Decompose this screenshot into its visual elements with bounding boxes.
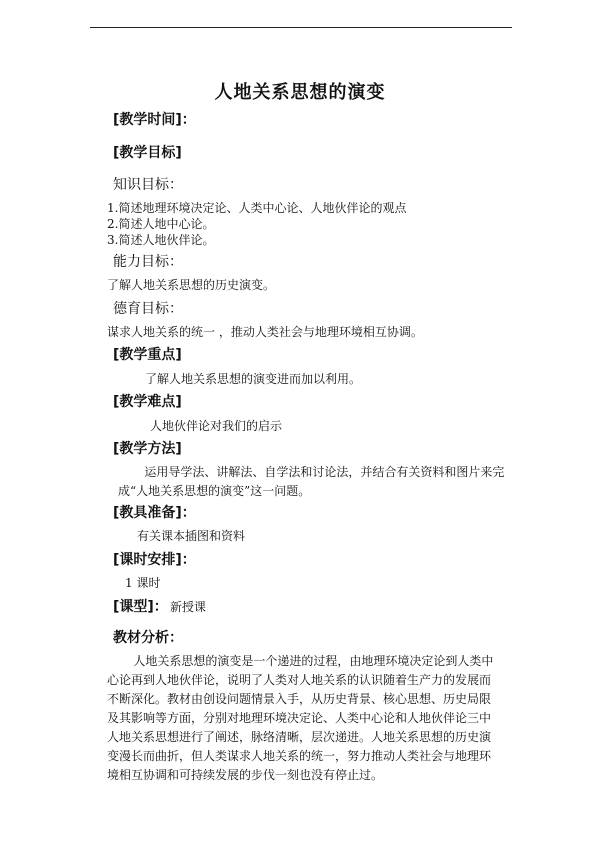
teaching-goals-heading: [教学目标]: [113, 145, 182, 161]
moral-goal-label: 德育目标：: [113, 301, 183, 317]
knowledge-item-1: 1.简述地理环境决定论、人类中心论、人地伙伴论的观点: [107, 201, 407, 215]
header-rule: [90, 27, 512, 28]
analysis-heading: 教材分析：: [113, 630, 183, 646]
difficulty-text: 人地伙伴论对我们的启示: [150, 419, 283, 433]
method-heading: [教学方法]: [113, 441, 182, 457]
materials-heading: [教具准备]：: [113, 505, 196, 521]
materials-text: 有关课本插图和资料: [137, 529, 246, 543]
teaching-time-heading: [教学时间]：: [113, 112, 196, 128]
moral-goal-text: 谋求人地关系的统一 ，推动人类社会与地理环境相互协调。: [107, 325, 423, 339]
analysis-text: 人地关系思想的演变是一个递进的过程，由地理环境决定论到人类中心论再到人地伙伴论，说明了人类对人地关系的认识随着生产力的发展而不断深化。教材由创设问题情景入手，从历史背景、核心思想、历史局限及其影响等方面，分别对地理环境决定论、人类中心论和人地伙伴论三中人地关系思想进行了阐述，脉络清晰，层次递进。人地关系思想的历史演变漫长而曲折，但人类谋求人地关系的统一，努力推动人类社会与地理环境相互协调和可持续发展的步伐一刻也没有停止过。: [107, 654, 494, 782]
document-title: 人地关系思想的演变: [214, 82, 386, 103]
key-point-heading: [教学重点]: [113, 347, 182, 363]
lesson-type-heading: [课型]：: [113, 599, 168, 615]
ability-goal-label: 能力目标：: [113, 254, 183, 270]
knowledge-item-3: 3.简述人地伙伴论。: [107, 233, 215, 247]
knowledge-item-2: 2.简述人地中心论。: [107, 217, 215, 231]
schedule-text: 1 课时: [125, 576, 161, 590]
difficulty-heading: [教学难点]: [113, 394, 182, 410]
method-text: 运用导学法、讲解法、自学法和讨论法，并结合有关资料和图片来完成“人地关系思想的演变”这一问题。: [118, 465, 505, 498]
key-point-text: 了解人地关系思想的演变进而加以利用。: [145, 372, 362, 386]
knowledge-goal-label: 知识目标：: [113, 177, 183, 193]
lesson-type-text: 新授课: [170, 600, 207, 614]
ability-goal-text: 了解人地关系思想的历史演变。: [107, 278, 276, 292]
schedule-heading: [课时安排]：: [113, 552, 196, 568]
